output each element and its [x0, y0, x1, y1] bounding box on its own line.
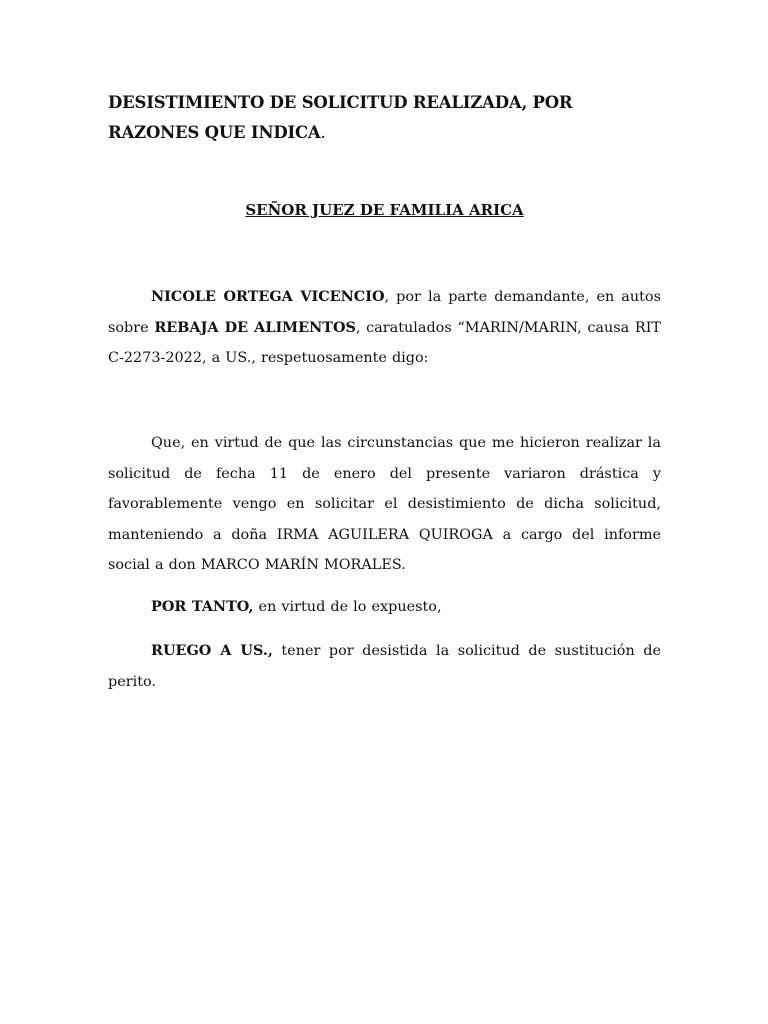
intro-text-1: , por la parte demandante, en autos sobre — [108, 289, 661, 336]
body-text-3: . — [401, 557, 406, 574]
body-paragraph — [108, 428, 661, 581]
document-page — [108, 0, 661, 1024]
por-tanto-text: en virtud de lo expuesto, — [253, 599, 442, 615]
document-title — [108, 88, 661, 148]
ruego-paragraph — [108, 636, 661, 697]
ruego-text: tener por desistida la solicitud de sustitución de perito. — [108, 643, 661, 690]
por-tanto-lead: POR TANTO, — [151, 598, 254, 615]
intro-paragraph — [108, 282, 661, 374]
addressee-heading: SEÑOR JUEZ DE FAMILIA ARICA — [245, 201, 524, 219]
named-person-1: IRMA AGUILERA QUIROGA — [276, 526, 493, 543]
body-text-1: Que, en virtud de que las circunstancias que me hicieron realizar la solicitud de fecha 11 de enero del presente variaron drástica y favorablemente vengo en solicitar el desistimiento de dicha solicitud, manteniendo a doña — [108, 435, 661, 543]
intro-text-2: , caratulados “MARIN/MARIN, causa RIT C-2273-2022, a US., respetuosamente digo: — [108, 319, 662, 367]
body-text-2: a cargo del informe social a don — [108, 526, 661, 574]
document-title-period: . — [320, 123, 326, 142]
document-title-text: DESISTIMIENTO DE SOLICITUD REALIZADA, POR RAZONES QUE INDICA — [108, 93, 573, 142]
named-person-2: MARCO MARÍN MORALES — [200, 557, 402, 574]
case-matter: REBAJA DE ALIMENTOS — [154, 318, 356, 336]
por-tanto-paragraph — [108, 592, 661, 623]
petitioner-name: NICOLE ORTEGA VICENCIO — [151, 288, 385, 305]
ruego-lead: RUEGO A US., — [151, 642, 273, 659]
